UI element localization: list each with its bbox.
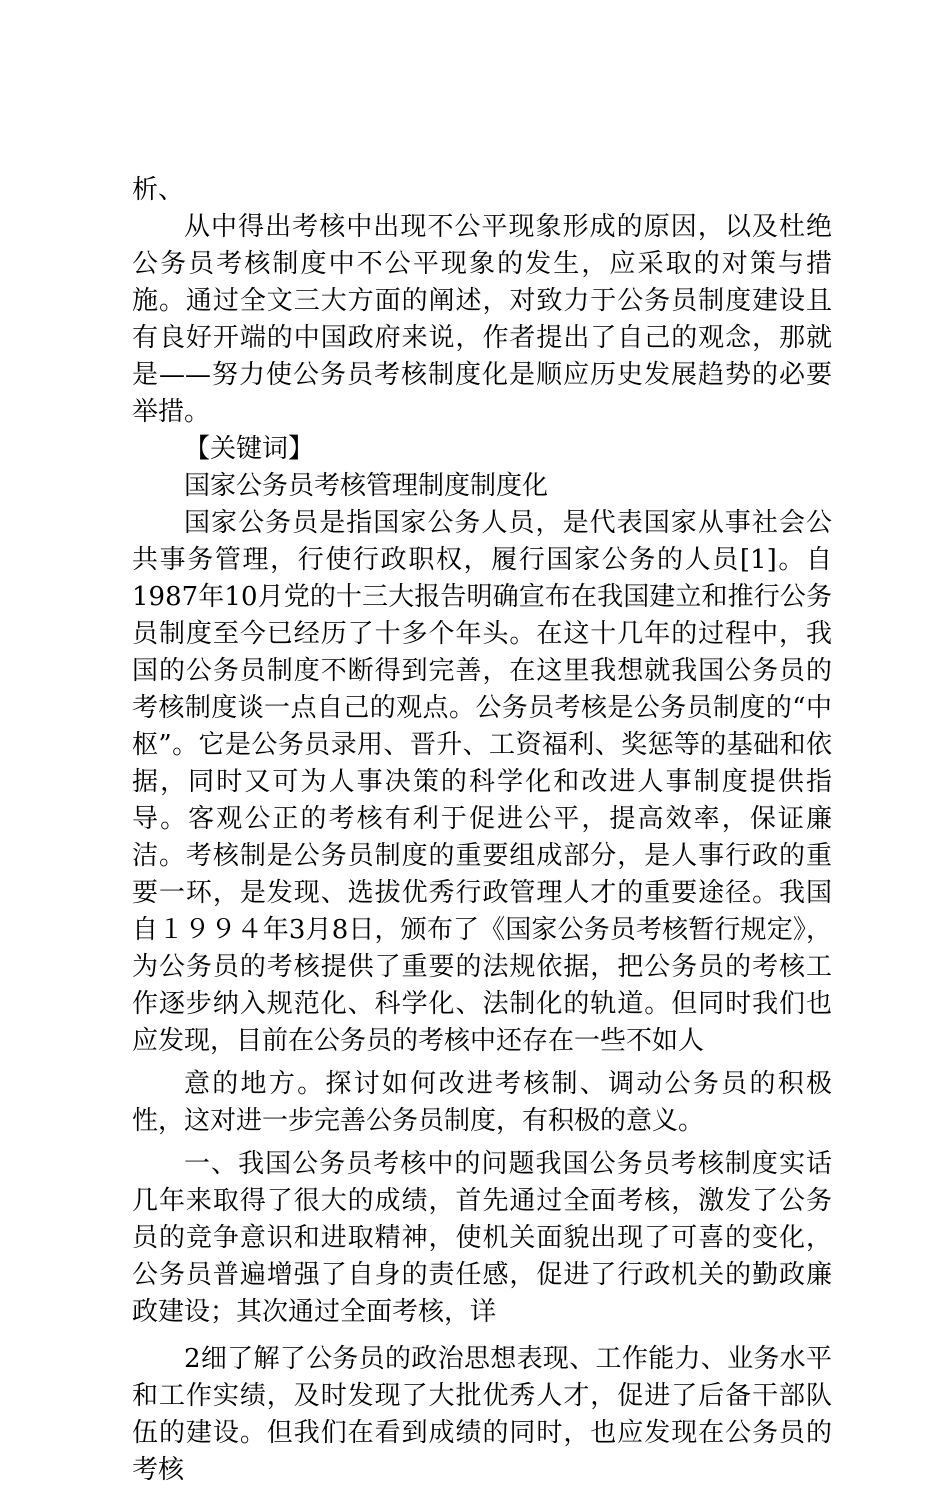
document-body xyxy=(132,172,832,1489)
keywords-list: 国家公务员考核管理制度制度化 xyxy=(184,471,549,501)
paragraph-section-one: 一、我国公务员考核中的问题我国公务员考核制度实话几年来取得了很大的成绩，首先通过全面考核，激发了公务员的竞争意识和进取精神，使机关面貌出现了可喜的变化，公务员普遍增强了自身的责任感，促进了行政机关的勤政廉政建设；其次通过全面考核，详 xyxy=(132,1149,832,1327)
paragraph-section-one-continued: 2细了解了公务员的政治思想表现、工作能力、业务水平和工作实绩，及时发现了大批优秀人才，促进了后备干部队伍的建设。但我们在看到成绩的同时，也应发现在公务员的考核 xyxy=(132,1344,832,1485)
keywords-heading: 【关键词】 xyxy=(184,434,315,464)
paragraph-introduction: 国家公务员是指国家公务人员，是代表国家从事社会公共事务管理，行使行政职权，履行国家公务的人员[1]。自1987年10月党的十三大报告明确宣布在我国建立和推行公务员制度至今已经历了十多个年头。在这十几年的过程中，我国的公务员制度不断得到完善，在这里我想就我国公务员的考核制度谈一点自己的观点。公务员考核是公务员制度的“中枢”。它是公务员录用、晋升、工资福利、奖惩等的基础和依据，同时又可为人事决策的科学化和改进人事制度提供指导。客观公正的考核有利于促进公平，提高效率，保证廉洁。考核制是公务员制度的重要组成部分，是人事行政的重要一环，是发现、选拔优秀行政管理人才的重要途径。我国自１９９４年3月8日，颁布了《国家公务员考核暂行规定》，为公务员的考核提供了重要的法规依据，把公务员的考核工作逐步纳入规范化、科学化、法制化的轨道。但同时我们也应发现，目前在公务员的考核中还存在一些不如人 xyxy=(132,508,832,1056)
paragraph-continuation: 意的地方。探讨如何改进考核制、调动公务员的积极性，这对进一步完善公务员制度，有积极的意义。 xyxy=(132,1069,832,1136)
paragraph-fragment-start: 析、 xyxy=(132,175,185,205)
paragraph-conclusion: 从中得出考核中出现不公平现象形成的原因，以及杜绝公务员考核制度中不公平现象的发生，应采取的对策与措施。通过全文三大方面的阐述，对致力于公务员制度建设且有良好开端的中国政府来说，作者提出了自己的观念，那就是——努力使公务员考核制度化是顺应历史发展趋势的必要举措。 xyxy=(132,212,832,427)
